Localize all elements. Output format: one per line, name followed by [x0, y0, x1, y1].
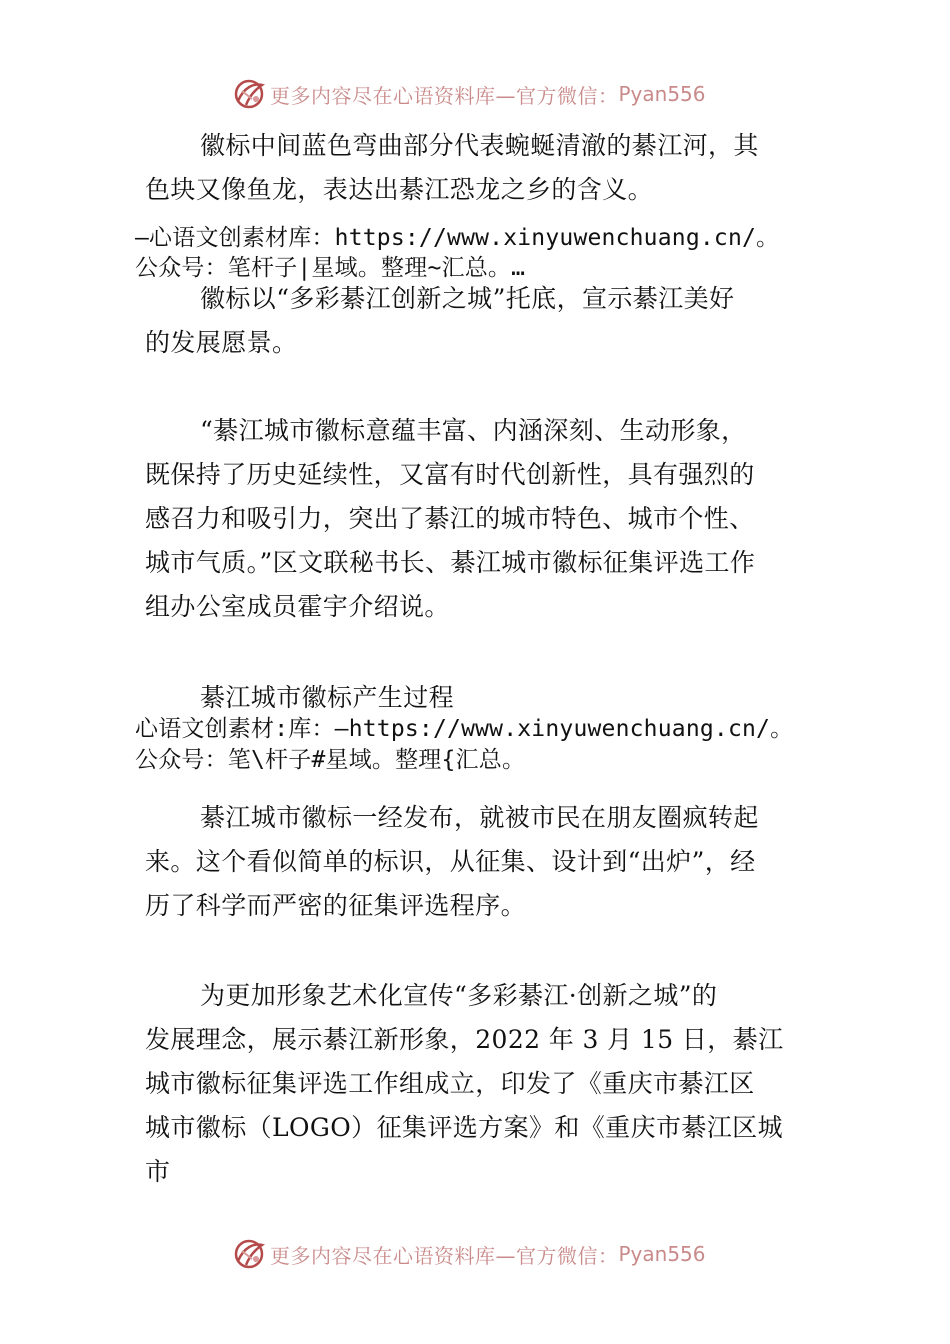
section-heading: 綦江城市徽标产生过程: [200, 683, 455, 712]
quote-paragraph-line-4: 城市气质。”区文联秘书长、綦江城市徽标征集评选工作: [145, 548, 756, 577]
paragraph-4-line-1: 綦江城市徽标一经发布，就被市民在朋友圈疯转起: [200, 803, 759, 832]
header-watermark: [232, 76, 706, 112]
watermark-wechat-id: Pyan556: [618, 1242, 706, 1266]
brand-logo-icon: [232, 77, 266, 111]
quote-paragraph-line-3: 感召力和吸引力，突出了綦江的城市特色、城市个性、: [145, 504, 755, 533]
paragraph-5-line-1: 为更加形象艺术化宣传“多彩綦江·创新之城”的: [200, 981, 718, 1010]
footer-watermark: [232, 1236, 706, 1272]
source-note-1-line-2: 公众号：笔杆子|星域。整理~汇总。…: [135, 255, 526, 281]
watermark-wechat-id: Pyan556: [618, 82, 706, 106]
paragraph-2-line-2: 的发展愿景。: [145, 328, 298, 357]
source-note-2-line-2: 公众号：笔\杆子#星域。整理{汇总。: [135, 747, 526, 773]
paragraph-2-line-1: 徽标以“多彩綦江创新之城”托底，宣示綦江美好: [200, 284, 735, 313]
paragraph-5-line-4: 城市徽标（LOGO）征集评选方案》和《重庆市綦江区城: [145, 1113, 783, 1142]
watermark-text: 更多内容尽在心语资料库—官方微信：: [270, 1243, 619, 1268]
paragraph-5-line-2: 发展理念，展示綦江新形象，2022 年 3 月 15 日，綦江: [145, 1025, 784, 1054]
source-note-2-line-1: 心语文创素材:库：—https://www.xinyuwenchuang.cn/。: [135, 716, 794, 742]
quote-paragraph-line-5: 组办公室成员霍宇介绍说。: [145, 592, 450, 621]
quote-paragraph-line-1: “綦江城市徽标意蕴丰富、内涵深刻、生动形象，: [200, 416, 747, 445]
paragraph-1-line-2: 色块又像鱼龙，表达出綦江恐龙之乡的含义。: [145, 175, 654, 204]
source-note-1-line-1: —心语文创素材库：https://www.xinyuwenchuang.cn/。: [135, 225, 780, 251]
paragraph-5-line-3: 城市徽标征集评选工作组成立，印发了《重庆市綦江区: [145, 1069, 755, 1098]
paragraph-4-line-2: 来。这个看似简单的标识，从征集、设计到“出炉”，经: [145, 847, 756, 876]
paragraph-1-line-1: 徽标中间蓝色弯曲部分代表蜿蜒清澈的綦江河，其: [200, 131, 759, 160]
paragraph-5-line-5: 市: [145, 1157, 171, 1186]
watermark-text: 更多内容尽在心语资料库—官方微信：: [270, 83, 619, 108]
quote-paragraph-line-2: 既保持了历史延续性，又富有时代创新性，具有强烈的: [145, 460, 755, 489]
brand-logo-icon: [232, 1237, 266, 1271]
paragraph-4-line-3: 历了科学而严密的征集评选程序。: [145, 891, 527, 920]
